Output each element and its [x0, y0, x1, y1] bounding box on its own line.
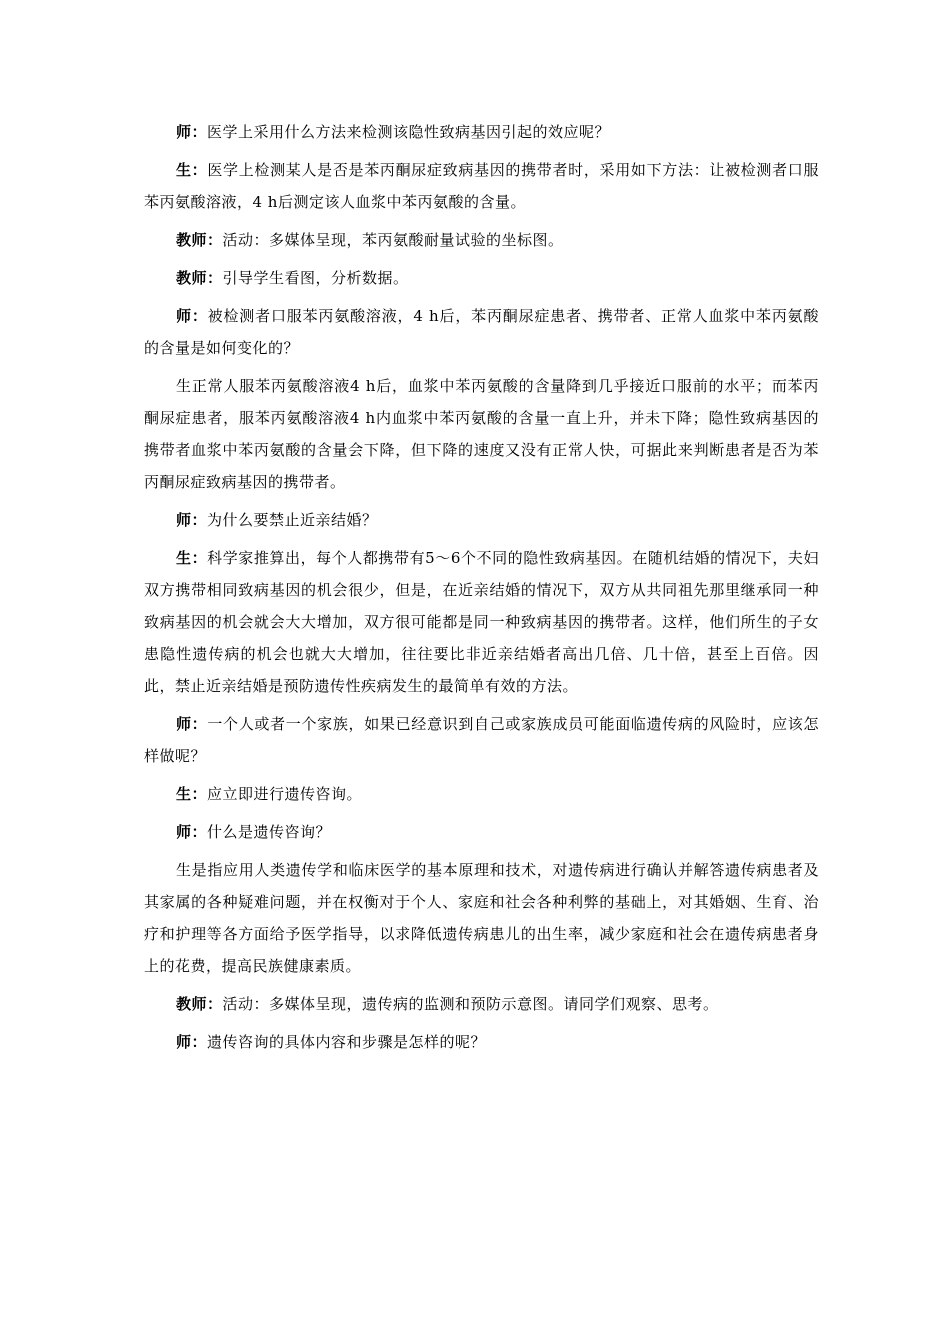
paragraph-6 [144, 370, 819, 498]
paragraph-text: 活动：多媒体呈现，苯丙氨酸耐量试验的坐标图。 [222, 231, 564, 249]
paragraph-10 [144, 778, 819, 810]
speaker-label: 生： [176, 785, 208, 803]
speaker-label: 师： [176, 823, 208, 841]
speaker-label: 教师： [176, 231, 223, 249]
paragraph-8 [144, 542, 819, 702]
paragraph-text: 活动：多媒体呈现，遗传病的监测和预防示意图。请同学们观察、思考。 [222, 995, 719, 1013]
paragraph-13 [144, 988, 819, 1020]
paragraph-5 [144, 300, 819, 364]
speaker-label: 师： [176, 1033, 208, 1051]
document-body [144, 116, 819, 1064]
speaker-label: 师： [176, 511, 208, 529]
paragraph-3 [144, 224, 819, 256]
speaker-label: 生： [176, 161, 208, 179]
paragraph-1 [144, 116, 819, 148]
paragraph-11 [144, 816, 819, 848]
paragraph-9 [144, 708, 819, 772]
paragraph-text: 应立即进行遗传咨询。 [207, 785, 363, 803]
speaker-label: 师： [176, 307, 208, 325]
paragraph-text: 一个人或者一个家族，如果已经意识到自己或家族成员可能面临遗传病的风险时，应该怎样做呢？ [144, 715, 819, 765]
paragraph-2 [144, 154, 819, 218]
speaker-label: 师： [176, 123, 208, 141]
speaker-label: 教师： [176, 269, 223, 287]
paragraph-text: 生正常人服苯丙氨酸溶液4 h后，血浆中苯丙氨酸的含量降到几乎接近口服前的水平；而苯丙酮尿症患者，服苯丙氨酸溶液4 h内血浆中苯丙氨酸的含量一直上升，并未下降；隐性致病基因的携带者血浆中苯丙氨酸的含量会下降，但下降的速度又没有正常人快，可据此来判断患者是否为苯丙酮尿症致病基因的携带者。 [144, 377, 819, 491]
speaker-label: 生： [176, 549, 208, 567]
speaker-label: 教师： [176, 995, 223, 1013]
paragraph-text: 为什么要禁止近亲结婚？ [207, 511, 378, 529]
paragraph-text: 被检测者口服苯丙氨酸溶液，4 h后，苯丙酮尿症患者、携带者、正常人血浆中苯丙氨酸的含量是如何变化的？ [144, 307, 819, 357]
paragraph-text: 医学上采用什么方法来检测该隐性致病基因引起的效应呢？ [207, 123, 611, 141]
paragraph-text: 引导学生看图，分析数据。 [222, 269, 409, 287]
speaker-label: 师： [176, 715, 208, 733]
paragraph-7 [144, 504, 819, 536]
paragraph-text: 医学上检测某人是否是苯丙酮尿症致病基因的携带者时，采用如下方法：让被检测者口服苯丙氨酸溶液，4 h后测定该人血浆中苯丙氨酸的含量。 [144, 161, 819, 211]
paragraph-text: 遗传咨询的具体内容和步骤是怎样的呢？ [207, 1033, 487, 1051]
paragraph-text: 科学家推算出，每个人都携带有5～6个不同的隐性致病基因。在随机结婚的情况下，夫妇双方携带相同致病基因的机会很少，但是，在近亲结婚的情况下，双方从共同祖先那里继承同一种致病基因的机会就会大大增加，双方很可能都是同一种致病基因的携带者。这样，他们所生的子女患隐性遗传病的机会也就大大增加，往往要比非近亲结婚者高出几倍、几十倍，甚至上百倍。因此，禁止近亲结婚是预防遗传性疾病发生的最简单有效的方法。 [144, 549, 819, 695]
paragraph-12 [144, 854, 819, 982]
paragraph-14 [144, 1026, 819, 1058]
paragraph-text: 生是指应用人类遗传学和临床医学的基本原理和技术，对遗传病进行确认并解答遗传病患者及其家属的各种疑难问题，并在权衡对于个人、家庭和社会各种利弊的基础上，对其婚姻、生育、治疗和护理等各方面给予医学指导，以求降低遗传病患儿的出生率，减少家庭和社会在遗传病患者身上的花费，提高民族健康素质。 [144, 861, 819, 975]
paragraph-4 [144, 262, 819, 294]
paragraph-text: 什么是遗传咨询？ [207, 823, 332, 841]
